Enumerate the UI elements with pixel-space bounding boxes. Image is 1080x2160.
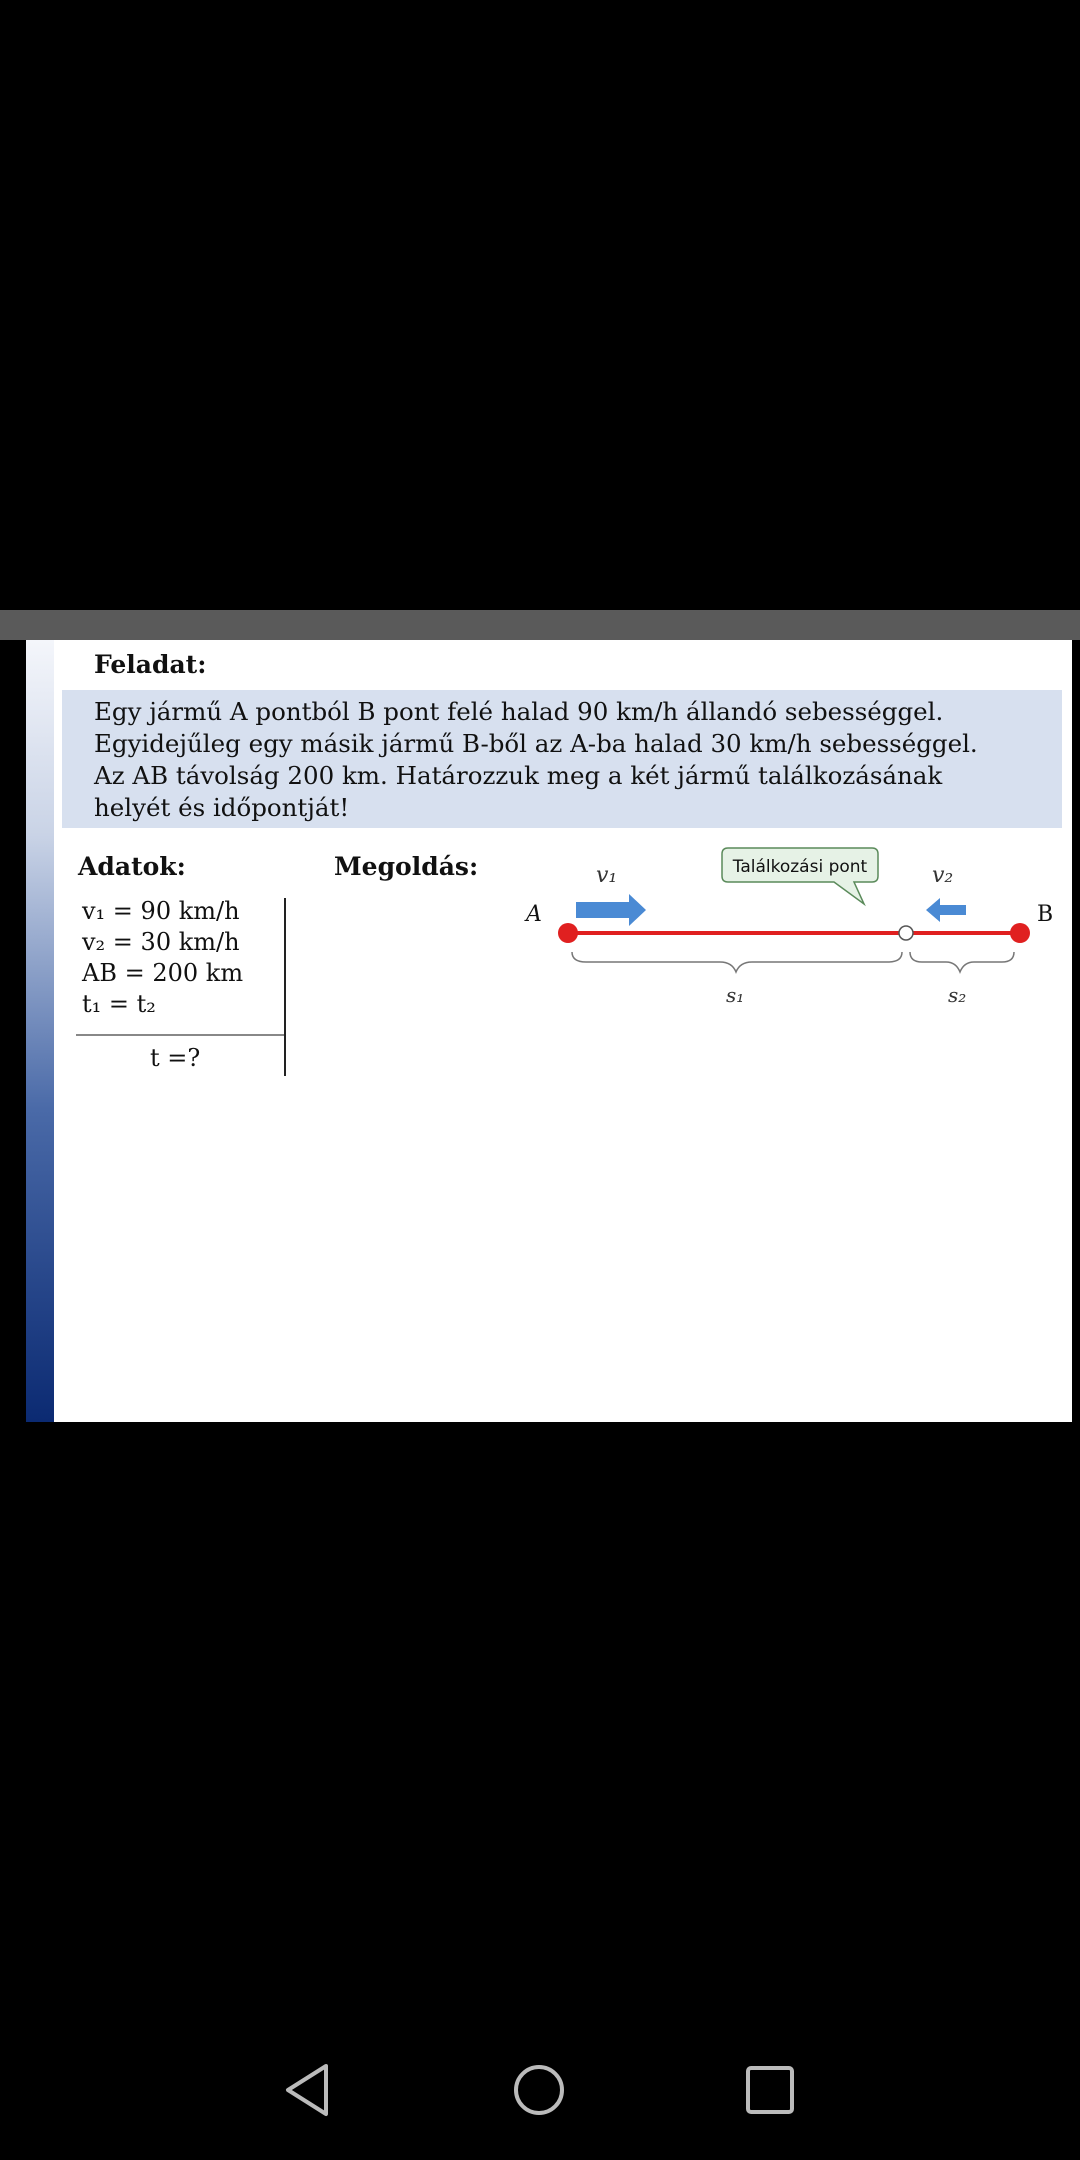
data-item: v₁ = 90 km/h: [82, 897, 240, 925]
meeting-label: Találkozási pont: [732, 857, 868, 877]
unknown-value: t =?: [150, 1044, 201, 1072]
navigation-bar: [0, 2040, 1080, 2160]
meeting-point-dot: [899, 926, 913, 940]
data-divider-vertical: [284, 898, 286, 1076]
s2-label: s₂: [948, 983, 967, 1007]
solution-title: Megoldás:: [334, 852, 479, 881]
task-line: Egyidejűleg egy másik jármű B-ből az A-ba halad 30 km/h sebességgel.: [94, 729, 978, 758]
slide-image: [26, 640, 1072, 1422]
v1-label: v₁: [596, 863, 618, 888]
s1-brace: [572, 952, 902, 972]
task-line: helyét és időpontját!: [94, 793, 350, 822]
point-b-dot: [1010, 923, 1030, 943]
v1-arrow-icon: [576, 894, 646, 926]
s1-label: s₁: [726, 983, 745, 1007]
data-item: t₁ = t₂: [82, 990, 156, 1018]
top-gray-bar: [0, 610, 1080, 640]
data-item: v₂ = 30 km/h: [82, 928, 240, 956]
point-a-dot: [558, 923, 578, 943]
point-b-label: B: [1037, 902, 1054, 927]
data-list: [82, 896, 243, 1020]
back-triangle-icon[interactable]: [282, 2062, 332, 2118]
data-item: AB = 200 km: [82, 959, 244, 987]
slide-decorative-band: [26, 640, 54, 1422]
task-line: Egy jármű A pontból B pont felé halad 90 km/h állandó sebességgel.: [94, 697, 944, 726]
task-text: [94, 696, 1034, 824]
motion-diagram: [496, 840, 1056, 1080]
point-a-label: A: [526, 902, 542, 927]
home-circle-icon[interactable]: [511, 2062, 567, 2118]
task-line: Az AB távolság 200 km. Határozzuk meg a két jármű találkozásának: [94, 761, 943, 790]
recents-square-icon[interactable]: [744, 2064, 796, 2116]
v2-arrow-icon: [926, 898, 966, 922]
data-title: Adatok:: [78, 852, 186, 881]
task-title: Feladat:: [94, 650, 207, 679]
data-divider-horizontal: [76, 1034, 284, 1036]
s2-brace: [910, 952, 1014, 972]
v2-label: v₂: [932, 863, 954, 888]
